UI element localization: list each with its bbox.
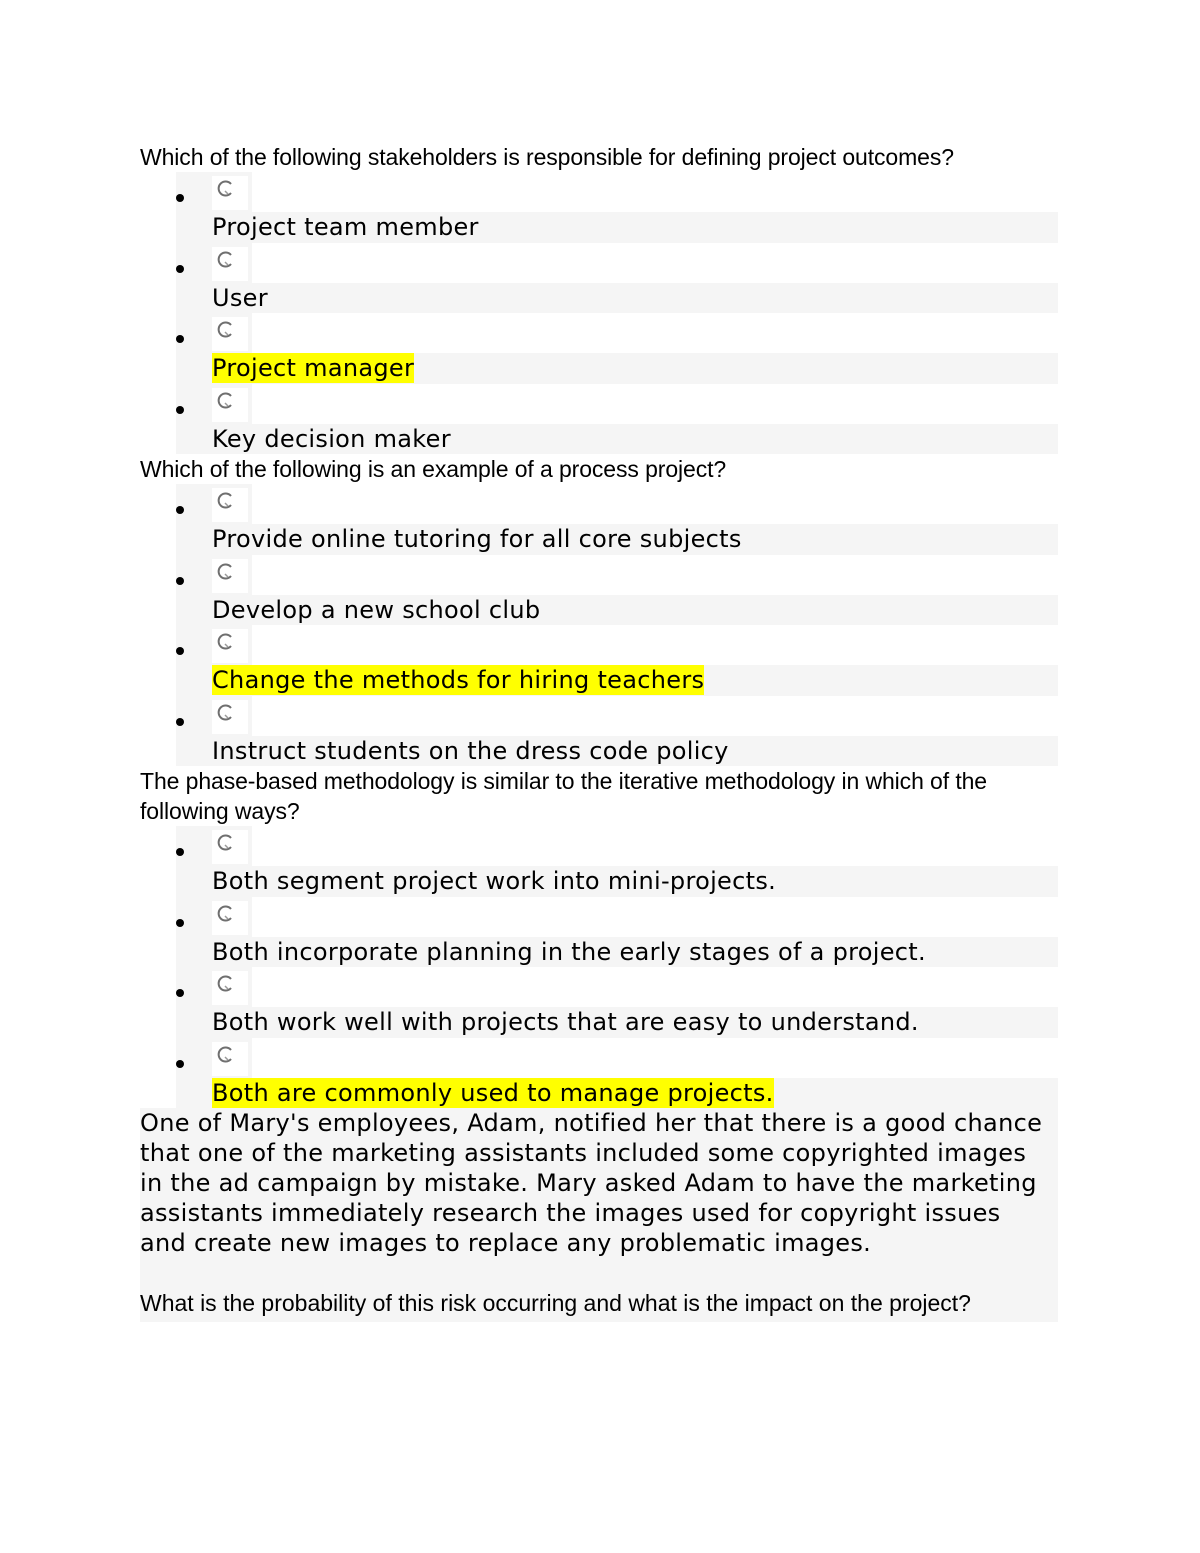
option-item [140,484,1058,555]
option-label-highlighted: Both are commonly used to manage projects. [212,1078,774,1107]
radio-button-icon[interactable] [212,700,248,734]
option-item [140,384,1058,455]
bullet-icon [176,919,184,927]
option-item [140,625,1058,696]
scenario-block [140,1108,1058,1322]
question-1-options [140,172,1058,454]
option-panel [176,283,1058,314]
radio-button-icon[interactable] [212,176,248,210]
bullet-icon [176,265,184,273]
option-label: Provide online tutoring for all core subjects [212,525,742,553]
scenario-text: One of Mary's employees, Adam, notified her that there is a good chance that one of the marketing assistants included some copyrighted images in the ad campaign by mistake. Mary asked Adam to have the marketing assistants immediately research the images used for copyright issues and create new images to replace any problematic images. [140,1109,1043,1257]
question-3-prompt: The phase-based methodology is similar to the iterative methodology in which of the following ways? [140,768,988,824]
question-3-options [140,826,1058,1108]
bullet-icon [176,718,184,726]
radio-button-icon[interactable] [212,901,248,935]
option-item [140,1038,1058,1109]
radio-button-icon[interactable] [212,971,248,1005]
option-item [140,826,1058,897]
radio-button-icon[interactable] [212,830,248,864]
bullet-icon [176,1060,184,1068]
option-label: Both incorporate planning in the early stages of a project. [212,937,926,966]
radio-button-icon[interactable] [212,629,248,663]
option-label: Develop a new school club [212,595,541,624]
option-item [140,313,1058,384]
option-label: Both segment project work into mini-projects. [212,867,777,895]
radio-button-icon[interactable] [212,317,248,351]
option-label: Key decision maker [212,424,451,453]
option-label-highlighted: Project manager [212,354,415,382]
bullet-icon [176,989,184,997]
radio-button-icon[interactable] [212,488,248,522]
option-item [140,243,1058,314]
option-item [140,555,1058,626]
option-label: Instruct students on the dress code policy [212,736,729,765]
option-label: Project team member [212,213,479,241]
radio-button-icon[interactable] [212,388,248,422]
bullet-icon [176,647,184,655]
bullet-icon [176,335,184,343]
question-4-prompt: What is the probability of this risk occurring and what is the impact on the project? [140,1290,971,1316]
option-item [140,172,1058,243]
option-item [140,967,1058,1038]
option-label: User [212,283,268,312]
bullet-icon [176,194,184,202]
radio-button-icon[interactable] [212,247,248,281]
radio-button-icon[interactable] [212,1042,248,1076]
bullet-icon [176,577,184,585]
question-2-options [140,484,1058,766]
radio-button-icon[interactable] [212,559,248,593]
option-item [140,897,1058,968]
scenario-spacer [140,1258,1058,1288]
bullet-icon [176,406,184,414]
question-2-prompt: Which of the following is an example of a process project? [140,456,727,482]
option-label-highlighted: Change the methods for hiring teachers [212,666,705,694]
quiz-content [140,142,1058,1322]
bullet-icon [176,506,184,514]
option-item [140,696,1058,767]
option-label: Both work well with projects that are easy to understand. [212,1008,919,1036]
question-1-prompt: Which of the following stakeholders is responsible for defining project outcomes? [140,144,954,170]
bullet-icon [176,848,184,856]
